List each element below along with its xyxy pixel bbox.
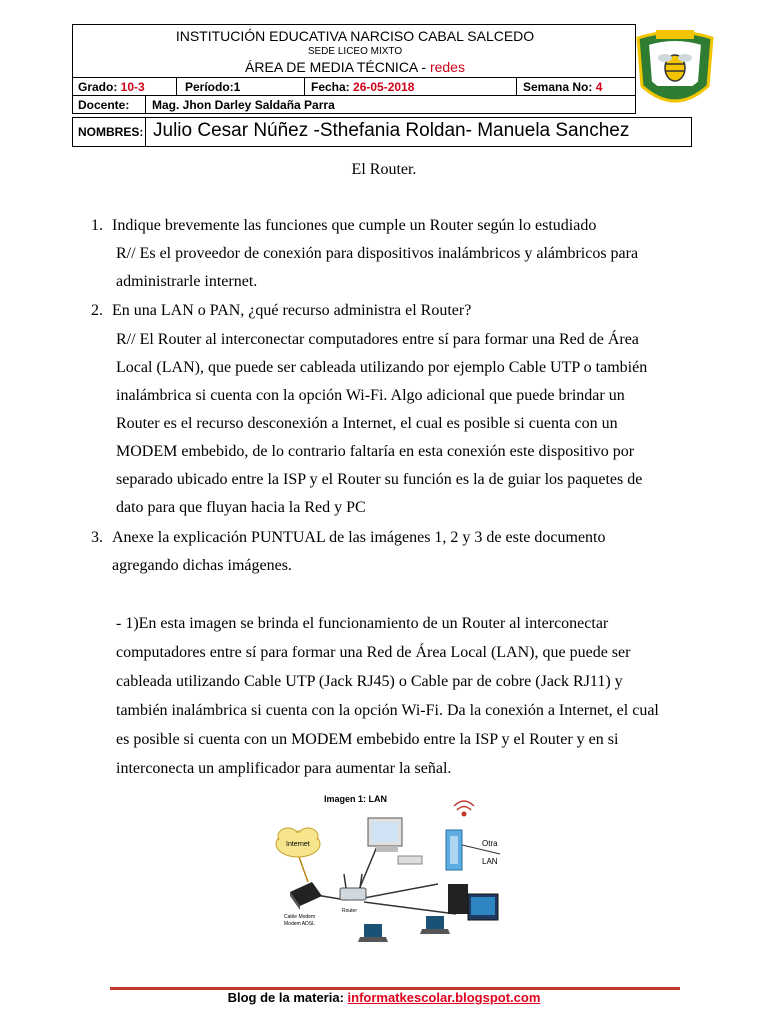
nombres-row	[72, 117, 692, 147]
modem-icon	[290, 882, 322, 910]
q1-answer-line-1: R// Es el proveedor de conexión para dispositivos inalámbricos y alámbricos para	[116, 245, 639, 262]
q1-answer-line-2: administrarle internet.	[116, 273, 258, 290]
q3-answer-line-6: interconecta un amplificador para aumentar la señal.	[116, 760, 452, 777]
school-logo	[632, 24, 718, 116]
campus-name: SEDE LICEO MIXTO	[307, 46, 403, 57]
q3-answer-line-5: es posible si cuenta con un MODEM embebido entre la ISP y el Router y en si	[116, 731, 619, 748]
q1-number: 1.	[91, 217, 103, 234]
figure-internet-label: Internet	[286, 841, 310, 848]
q3-question-line-2: agregando dichas imágenes.	[112, 557, 292, 574]
lan-diagram	[268, 784, 508, 954]
area-prefix: ÁREA DE MEDIA TÉCNICA -	[245, 59, 430, 75]
q2-question: En una LAN o PAN, ¿qué recurso administra el Router?	[112, 302, 472, 319]
q3-number: 3.	[91, 529, 103, 546]
nombres-label: NOMBRES:	[78, 125, 144, 139]
desktop-computer-icon	[368, 818, 422, 864]
q2-answer-line-6: separado ubicado entre la ISP y el Router su función es la de guiar los paquetes de	[116, 471, 643, 488]
q2-answer-line-5: MODEM embebido, de lo contrario faltaría en esta conexión este dispositivo por	[116, 443, 635, 460]
laptop-icon	[358, 924, 388, 942]
docente-label: Docente:	[78, 98, 130, 112]
router-icon	[340, 874, 366, 900]
q3-answer-line-3: cableada utilizando Cable UTP (Jack RJ45) o Cable par de cobre (Jack RJ11) y	[116, 673, 623, 690]
figure-title: Imagen 1: LAN	[324, 794, 388, 804]
area-title	[73, 59, 637, 75]
blog-link[interactable]: informatkescolar.blogspot.com	[347, 990, 541, 1005]
institution-name: INSTITUCIÓN EDUCATIVA NARCISO CABAL SALCEDO	[175, 28, 535, 44]
figure-modem-label-2: Modem ADSL	[284, 921, 315, 927]
document-title: El Router.	[351, 161, 417, 178]
figure-otra-label: Otra	[482, 839, 498, 848]
semana-field: Semana No: 4	[523, 80, 603, 94]
q3-answer-line-2: computadores entre sí para formar una Red de Área Local (LAN), que puede ser	[116, 644, 631, 661]
wifi-icon	[454, 801, 474, 817]
footer	[0, 990, 768, 1005]
grado-value: 10-3	[120, 80, 145, 94]
q2-answer-line-3: inalámbrica si cuenta con la opción Wi-Fi. Algo adicional que puede brindar un	[116, 387, 625, 404]
docente-value: Mag. Jhon Darley Saldaña Parra	[152, 98, 335, 112]
q3-question-line-1: Anexe la explicación PUNTUAL de las imágenes 1, 2 y 3 de este documento	[112, 529, 606, 546]
grado-field: Grado: 10-3	[78, 80, 145, 94]
q2-answer-line-2: Local (LAN), que puede ser cableada utilizando por ejemplo Cable UTP o también	[116, 359, 648, 376]
laptop-icon-2	[420, 916, 450, 934]
q2-number: 2.	[91, 302, 103, 319]
fecha-value: 26-05-2018	[353, 80, 415, 94]
periodo-field: Período:1	[185, 80, 241, 94]
header-table	[72, 24, 636, 114]
fecha-field: Fecha: 26-05-2018	[311, 80, 415, 94]
figure-router-label: Router	[342, 908, 358, 914]
nombres-value: Julio Cesar Núñez -Sthefania Roldan- Manuela Sanchez	[153, 120, 630, 141]
q1-question: Indique brevemente las funciones que cumple un Router según lo estudiado	[112, 217, 597, 234]
access-point-icon	[446, 830, 462, 870]
figure-lan-label: LAN	[482, 857, 498, 866]
footer-label: Blog de la materia:	[227, 990, 348, 1005]
semana-value: 4	[595, 80, 603, 94]
q3-answer-line-4: también inalámbrica si cuenta con la opción Wi-Fi. Da la conexión a Internet, el cual	[116, 702, 659, 719]
q2-answer-line-4: Router es el recurso desconexión a Internet, el cual es posible si cuenta con un	[116, 415, 618, 432]
q3-answer-line-1: - 1)En esta imagen se brinda el funcionamiento de un Router al interconectar	[116, 615, 609, 632]
figure-modem-label-1: Cable Modem	[284, 914, 316, 920]
area-suffix: redes	[429, 59, 465, 75]
q2-answer-line-7: dato para que fluyan hacia la Red y PC	[116, 499, 366, 516]
q2-answer-line-1: R// El Router al interconectar computadores entre sí para formar una Red de Área	[116, 331, 639, 348]
